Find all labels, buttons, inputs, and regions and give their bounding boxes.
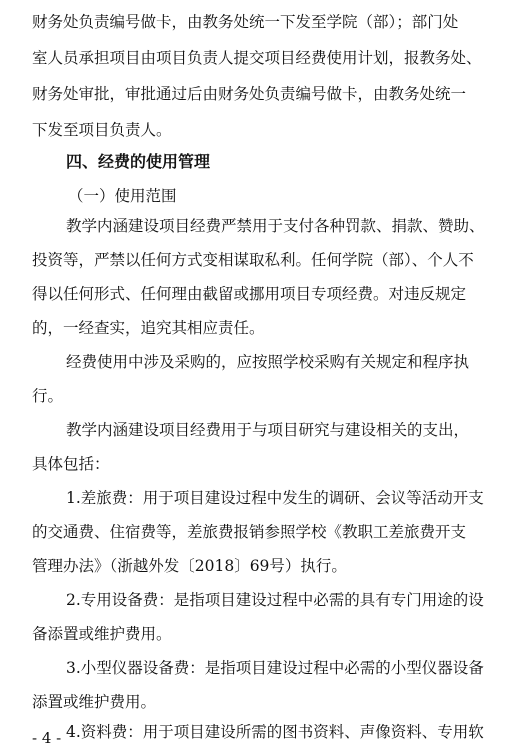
text-line: 教学内涵建设项目经费严禁用于支付各种罚款、捐款、赞助、 xyxy=(66,217,485,235)
text-line: 备添置或维护费用。 xyxy=(32,625,172,643)
text-line: 财务处负责编号做卡，由教务处统一下发至学院（部）；部门处 xyxy=(32,13,459,31)
page-number: - 4 - xyxy=(32,729,62,747)
text-line: 4.资料费：用于项目建设所需的图书资料、声像资料、专用软 xyxy=(66,723,484,741)
text-line: 的，一经查实，追究其相应责任。 xyxy=(32,319,265,337)
text-line: 管理办法》（浙越外发〔2018〕69号）执行。 xyxy=(32,557,347,575)
text-line: 的交通费、住宿费等，差旅费报销参照学校《教职工差旅费开支 xyxy=(32,523,467,541)
text-line: 行。 xyxy=(32,387,64,405)
text-line: 添置或维护费用。 xyxy=(32,693,157,711)
text-line: 室人员承担项目由项目负责人提交项目经费使用计划，报教务处、 xyxy=(32,49,482,67)
text-line: 具体包括： xyxy=(32,455,110,473)
text-line: 教学内涵建设项目经费用于与项目研究与建设相关的支出， xyxy=(66,421,470,439)
text-line: 下发至项目负责人。 xyxy=(32,121,172,139)
text-line: 投资等，严禁以任何方式变相谋取私利。任何学院（部）、个人不 xyxy=(32,251,474,269)
text-line: 1.差旅费：用于项目建设过程中发生的调研、会议等活动开支 xyxy=(66,489,484,507)
section-heading: 四、经费的使用管理 xyxy=(66,152,211,171)
subsection-heading: （一）使用范围 xyxy=(68,187,177,205)
text-line: 3.小型仪器设备费：是指项目建设过程中必需的小型仪器设备 xyxy=(66,659,484,677)
text-line: 经费使用中涉及采购的，应按照学校采购有关规定和程序执 xyxy=(66,353,470,371)
text-line: 财务处审批，审批通过后由财务处负责编号做卡，由教务处统一 xyxy=(32,85,467,103)
text-line: 2.专用设备费：是指项目建设过程中必需的具有专门用途的设 xyxy=(66,591,484,609)
text-line: 得以任何形式、任何理由截留或挪用项目专项经费。对违反规定 xyxy=(32,285,467,303)
